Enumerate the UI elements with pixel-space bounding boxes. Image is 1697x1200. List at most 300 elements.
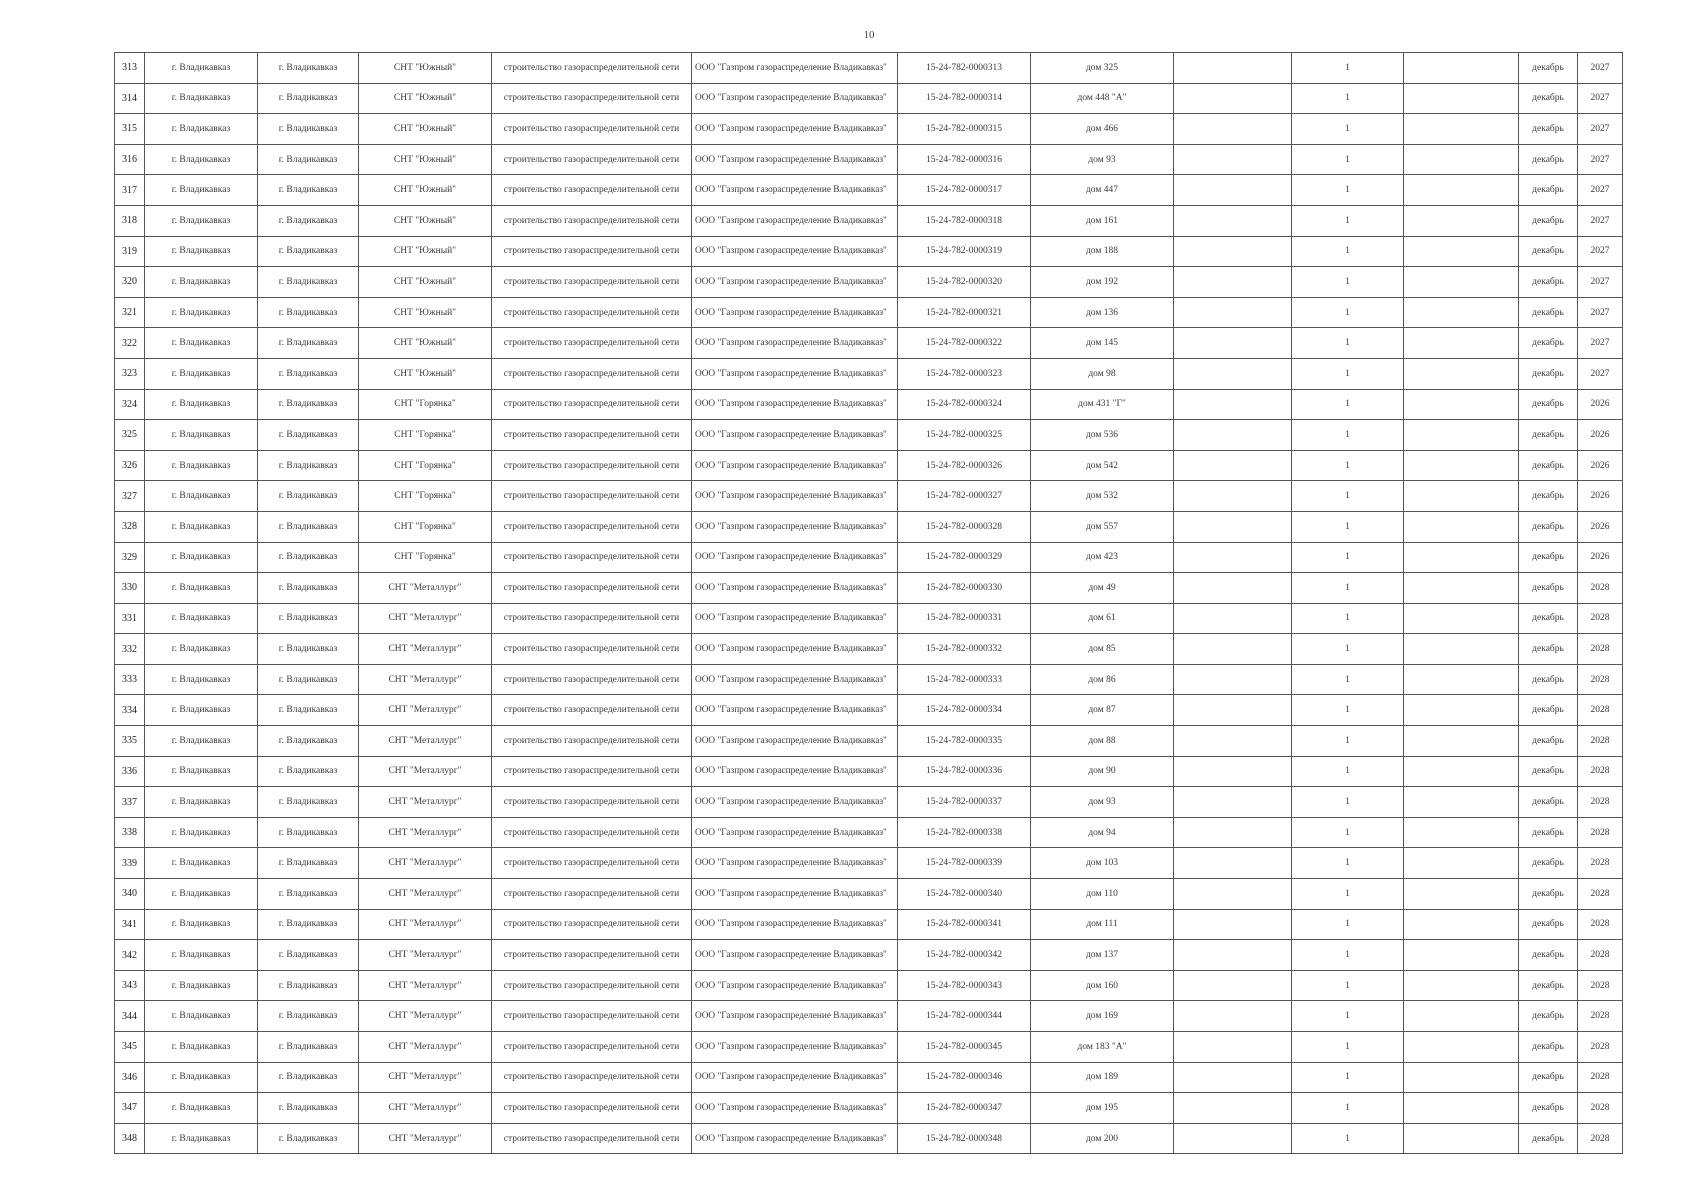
gas-company-cell: ООО "Газпром газораспределение Владикавказ" (692, 450, 898, 481)
table-row (115, 205, 1623, 236)
gas-company-cell: ООО "Газпром газораспределение Владикавказ" (692, 603, 898, 634)
row-number: 340 (115, 879, 145, 910)
row-number: 341 (115, 909, 145, 940)
quantity-cell: 1 (1292, 970, 1404, 1001)
empty-cell (1174, 940, 1292, 971)
work-type-cell: строительство газораспределительной сети (492, 389, 692, 420)
row-number: 324 (115, 389, 145, 420)
gas-company-cell: ООО "Газпром газораспределение Владикавказ" (692, 726, 898, 757)
table-row (115, 879, 1623, 910)
empty-cell (1404, 879, 1519, 910)
year-cell: 2028 (1578, 970, 1623, 1001)
settlement-cell: г. Владикавказ (258, 450, 359, 481)
quantity-cell: 1 (1292, 1123, 1404, 1154)
row-number: 336 (115, 756, 145, 787)
snt-cell: СНТ "Металлург" (359, 634, 492, 665)
gas-company-cell: ООО "Газпром газораспределение Владикавказ" (692, 1093, 898, 1124)
empty-cell (1404, 848, 1519, 879)
quantity-cell: 1 (1292, 909, 1404, 940)
registry-number-cell: 15-24-782-0000315 (898, 114, 1031, 145)
empty-cell (1404, 389, 1519, 420)
month-cell: декабрь (1519, 573, 1578, 604)
settlement-cell: г. Владикавказ (258, 1001, 359, 1032)
quantity-cell: 1 (1292, 664, 1404, 695)
work-type-cell: строительство газораспределительной сети (492, 756, 692, 787)
gas-company-cell: ООО "Газпром газораспределение Владикавказ" (692, 664, 898, 695)
empty-cell (1174, 909, 1292, 940)
empty-cell (1404, 940, 1519, 971)
gas-company-cell: ООО "Газпром газораспределение Владикавказ" (692, 634, 898, 665)
table-row (115, 573, 1623, 604)
house-cell: дом 466 (1031, 114, 1174, 145)
month-cell: декабрь (1519, 695, 1578, 726)
table-row (115, 726, 1623, 757)
month-cell: декабрь (1519, 1093, 1578, 1124)
snt-cell: СНТ "Южный" (359, 236, 492, 267)
house-cell: дом 93 (1031, 144, 1174, 175)
work-type-cell: строительство газораспределительной сети (492, 573, 692, 604)
empty-cell (1174, 664, 1292, 695)
work-type-cell: строительство газораспределительной сети (492, 603, 692, 634)
registry-number-cell: 15-24-782-0000341 (898, 909, 1031, 940)
registry-number-cell: 15-24-782-0000342 (898, 940, 1031, 971)
settlement-cell: г. Владикавказ (258, 114, 359, 145)
table-row (115, 1093, 1623, 1124)
snt-cell: СНТ "Металлург" (359, 1062, 492, 1093)
year-cell: 2028 (1578, 634, 1623, 665)
snt-cell: СНТ "Металлург" (359, 909, 492, 940)
district-cell: г. Владикавказ (145, 726, 258, 757)
district-cell: г. Владикавказ (145, 389, 258, 420)
month-cell: декабрь (1519, 511, 1578, 542)
work-type-cell: строительство газораспределительной сети (492, 726, 692, 757)
quantity-cell: 1 (1292, 83, 1404, 114)
month-cell: декабрь (1519, 1123, 1578, 1154)
house-cell: дом 423 (1031, 542, 1174, 573)
register-table (114, 52, 1623, 1154)
gas-company-cell: ООО "Газпром газораспределение Владикавказ" (692, 389, 898, 420)
district-cell: г. Владикавказ (145, 53, 258, 84)
settlement-cell: г. Владикавказ (258, 603, 359, 634)
quantity-cell: 1 (1292, 1093, 1404, 1124)
district-cell: г. Владикавказ (145, 879, 258, 910)
settlement-cell: г. Владикавказ (258, 817, 359, 848)
district-cell: г. Владикавказ (145, 358, 258, 389)
empty-cell (1404, 970, 1519, 1001)
empty-cell (1174, 1093, 1292, 1124)
year-cell: 2028 (1578, 909, 1623, 940)
empty-cell (1404, 481, 1519, 512)
gas-company-cell: ООО "Газпром газораспределение Владикавказ" (692, 573, 898, 604)
house-cell: дом 86 (1031, 664, 1174, 695)
registry-number-cell: 15-24-782-0000338 (898, 817, 1031, 848)
row-number: 330 (115, 573, 145, 604)
empty-cell (1174, 205, 1292, 236)
table-row (115, 1001, 1623, 1032)
empty-cell (1174, 542, 1292, 573)
house-cell: дом 189 (1031, 1062, 1174, 1093)
table-row (115, 53, 1623, 84)
house-cell: дом 448 "А" (1031, 83, 1174, 114)
year-cell: 2028 (1578, 848, 1623, 879)
district-cell: г. Владикавказ (145, 940, 258, 971)
house-cell: дом 87 (1031, 695, 1174, 726)
month-cell: декабрь (1519, 879, 1578, 910)
registry-number-cell: 15-24-782-0000320 (898, 267, 1031, 298)
empty-cell (1404, 542, 1519, 573)
year-cell: 2026 (1578, 389, 1623, 420)
gas-company-cell: ООО "Газпром газораспределение Владикавказ" (692, 940, 898, 971)
snt-cell: СНТ "Южный" (359, 83, 492, 114)
empty-cell (1174, 848, 1292, 879)
gas-company-cell: ООО "Газпром газораспределение Владикавказ" (692, 695, 898, 726)
quantity-cell: 1 (1292, 848, 1404, 879)
work-type-cell: строительство газораспределительной сети (492, 358, 692, 389)
work-type-cell: строительство газораспределительной сети (492, 1032, 692, 1063)
month-cell: декабрь (1519, 53, 1578, 84)
house-cell: дом 536 (1031, 420, 1174, 451)
work-type-cell: строительство газораспределительной сети (492, 481, 692, 512)
empty-cell (1174, 1001, 1292, 1032)
work-type-cell: строительство газораспределительной сети (492, 909, 692, 940)
registry-number-cell: 15-24-782-0000322 (898, 328, 1031, 359)
registry-number-cell: 15-24-782-0000318 (898, 205, 1031, 236)
empty-cell (1404, 573, 1519, 604)
house-cell: дом 195 (1031, 1093, 1174, 1124)
district-cell: г. Владикавказ (145, 695, 258, 726)
work-type-cell: строительство газораспределительной сети (492, 1062, 692, 1093)
empty-cell (1404, 236, 1519, 267)
settlement-cell: г. Владикавказ (258, 848, 359, 879)
empty-cell (1404, 1093, 1519, 1124)
settlement-cell: г. Владикавказ (258, 634, 359, 665)
empty-cell (1404, 603, 1519, 634)
empty-cell (1174, 328, 1292, 359)
registry-number-cell: 15-24-782-0000313 (898, 53, 1031, 84)
year-cell: 2028 (1578, 787, 1623, 818)
snt-cell: СНТ "Металлург" (359, 787, 492, 818)
row-number: 326 (115, 450, 145, 481)
table-row (115, 481, 1623, 512)
row-number: 328 (115, 511, 145, 542)
district-cell: г. Владикавказ (145, 542, 258, 573)
settlement-cell: г. Владикавказ (258, 358, 359, 389)
house-cell: дом 169 (1031, 1001, 1174, 1032)
month-cell: декабрь (1519, 144, 1578, 175)
month-cell: декабрь (1519, 756, 1578, 787)
snt-cell: СНТ "Металлург" (359, 603, 492, 634)
registry-number-cell: 15-24-782-0000334 (898, 695, 1031, 726)
gas-company-cell: ООО "Газпром газораспределение Владикавказ" (692, 970, 898, 1001)
empty-cell (1174, 1032, 1292, 1063)
table-row (115, 603, 1623, 634)
gas-company-cell: ООО "Газпром газораспределение Владикавказ" (692, 848, 898, 879)
empty-cell (1174, 634, 1292, 665)
work-type-cell: строительство газораспределительной сети (492, 236, 692, 267)
month-cell: декабрь (1519, 175, 1578, 206)
district-cell: г. Владикавказ (145, 664, 258, 695)
month-cell: декабрь (1519, 114, 1578, 145)
snt-cell: СНТ "Металлург" (359, 940, 492, 971)
row-number: 327 (115, 481, 145, 512)
snt-cell: СНТ "Металлург" (359, 726, 492, 757)
quantity-cell: 1 (1292, 205, 1404, 236)
gas-company-cell: ООО "Газпром газораспределение Владикавказ" (692, 328, 898, 359)
month-cell: декабрь (1519, 940, 1578, 971)
empty-cell (1174, 358, 1292, 389)
snt-cell: СНТ "Горянка" (359, 481, 492, 512)
empty-cell (1404, 83, 1519, 114)
district-cell: г. Владикавказ (145, 970, 258, 1001)
row-number: 331 (115, 603, 145, 634)
registry-number-cell: 15-24-782-0000345 (898, 1032, 1031, 1063)
empty-cell (1404, 267, 1519, 298)
house-cell: дом 85 (1031, 634, 1174, 665)
empty-cell (1404, 297, 1519, 328)
registry-number-cell: 15-24-782-0000347 (898, 1093, 1031, 1124)
empty-cell (1174, 144, 1292, 175)
year-cell: 2026 (1578, 511, 1623, 542)
quantity-cell: 1 (1292, 267, 1404, 298)
quantity-cell: 1 (1292, 53, 1404, 84)
registry-number-cell: 15-24-782-0000314 (898, 83, 1031, 114)
registry-number-cell: 15-24-782-0000336 (898, 756, 1031, 787)
house-cell: дом 111 (1031, 909, 1174, 940)
district-cell: г. Владикавказ (145, 114, 258, 145)
quantity-cell: 1 (1292, 450, 1404, 481)
row-number: 346 (115, 1062, 145, 1093)
work-type-cell: строительство газораспределительной сети (492, 267, 692, 298)
month-cell: декабрь (1519, 1001, 1578, 1032)
year-cell: 2028 (1578, 940, 1623, 971)
empty-cell (1174, 297, 1292, 328)
district-cell: г. Владикавказ (145, 297, 258, 328)
work-type-cell: строительство газораспределительной сети (492, 205, 692, 236)
house-cell: дом 145 (1031, 328, 1174, 359)
work-type-cell: строительство газораспределительной сети (492, 879, 692, 910)
settlement-cell: г. Владикавказ (258, 1123, 359, 1154)
month-cell: декабрь (1519, 236, 1578, 267)
row-number: 344 (115, 1001, 145, 1032)
empty-cell (1174, 114, 1292, 145)
table-row (115, 450, 1623, 481)
snt-cell: СНТ "Южный" (359, 114, 492, 145)
table-row (115, 940, 1623, 971)
gas-company-cell: ООО "Газпром газораспределение Владикавказ" (692, 1001, 898, 1032)
empty-cell (1404, 205, 1519, 236)
month-cell: декабрь (1519, 634, 1578, 665)
row-number: 323 (115, 358, 145, 389)
registry-number-cell: 15-24-782-0000317 (898, 175, 1031, 206)
gas-company-cell: ООО "Газпром газораспределение Владикавказ" (692, 511, 898, 542)
quantity-cell: 1 (1292, 175, 1404, 206)
empty-cell (1174, 879, 1292, 910)
registry-number-cell: 15-24-782-0000340 (898, 879, 1031, 910)
snt-cell: СНТ "Металлург" (359, 1123, 492, 1154)
work-type-cell: строительство газораспределительной сети (492, 420, 692, 451)
table-row (115, 236, 1623, 267)
quantity-cell: 1 (1292, 817, 1404, 848)
district-cell: г. Владикавказ (145, 1062, 258, 1093)
snt-cell: СНТ "Металлург" (359, 756, 492, 787)
month-cell: декабрь (1519, 787, 1578, 818)
registry-number-cell: 15-24-782-0000343 (898, 970, 1031, 1001)
snt-cell: СНТ "Южный" (359, 297, 492, 328)
work-type-cell: строительство газораспределительной сети (492, 297, 692, 328)
district-cell: г. Владикавказ (145, 634, 258, 665)
empty-cell (1404, 114, 1519, 145)
settlement-cell: г. Владикавказ (258, 83, 359, 114)
gas-company-cell: ООО "Газпром газораспределение Владикавказ" (692, 542, 898, 573)
table-row (115, 358, 1623, 389)
empty-cell (1404, 53, 1519, 84)
quantity-cell: 1 (1292, 573, 1404, 604)
empty-cell (1174, 756, 1292, 787)
register-body (115, 53, 1623, 1154)
settlement-cell: г. Владикавказ (258, 205, 359, 236)
house-cell: дом 93 (1031, 787, 1174, 818)
snt-cell: СНТ "Металлург" (359, 1093, 492, 1124)
row-number: 322 (115, 328, 145, 359)
table-row (115, 756, 1623, 787)
row-number: 320 (115, 267, 145, 298)
work-type-cell: строительство газораспределительной сети (492, 328, 692, 359)
district-cell: г. Владикавказ (145, 420, 258, 451)
snt-cell: СНТ "Южный" (359, 175, 492, 206)
row-number: 316 (115, 144, 145, 175)
year-cell: 2027 (1578, 236, 1623, 267)
table-row (115, 909, 1623, 940)
row-number: 315 (115, 114, 145, 145)
gas-company-cell: ООО "Газпром газораспределение Владикавказ" (692, 756, 898, 787)
registry-number-cell: 15-24-782-0000333 (898, 664, 1031, 695)
snt-cell: СНТ "Горянка" (359, 420, 492, 451)
district-cell: г. Владикавказ (145, 267, 258, 298)
district-cell: г. Владикавказ (145, 236, 258, 267)
house-cell: дом 88 (1031, 726, 1174, 757)
empty-cell (1404, 328, 1519, 359)
snt-cell: СНТ "Металлург" (359, 695, 492, 726)
empty-cell (1404, 420, 1519, 451)
year-cell: 2027 (1578, 114, 1623, 145)
house-cell: дом 447 (1031, 175, 1174, 206)
empty-cell (1174, 817, 1292, 848)
row-number: 329 (115, 542, 145, 573)
month-cell: декабрь (1519, 205, 1578, 236)
quantity-cell: 1 (1292, 940, 1404, 971)
quantity-cell: 1 (1292, 787, 1404, 818)
house-cell: дом 103 (1031, 848, 1174, 879)
empty-cell (1404, 634, 1519, 665)
house-cell: дом 183 "А" (1031, 1032, 1174, 1063)
work-type-cell: строительство газораспределительной сети (492, 695, 692, 726)
district-cell: г. Владикавказ (145, 909, 258, 940)
table-row (115, 511, 1623, 542)
settlement-cell: г. Владикавказ (258, 1062, 359, 1093)
work-type-cell: строительство газораспределительной сети (492, 511, 692, 542)
empty-cell (1404, 1123, 1519, 1154)
registry-number-cell: 15-24-782-0000324 (898, 389, 1031, 420)
row-number: 332 (115, 634, 145, 665)
work-type-cell: строительство газораспределительной сети (492, 1093, 692, 1124)
snt-cell: СНТ "Металлург" (359, 1001, 492, 1032)
table-row (115, 389, 1623, 420)
row-number: 345 (115, 1032, 145, 1063)
work-type-cell: строительство газораспределительной сети (492, 83, 692, 114)
row-number: 314 (115, 83, 145, 114)
settlement-cell: г. Владикавказ (258, 695, 359, 726)
snt-cell: СНТ "Южный" (359, 267, 492, 298)
registry-number-cell: 15-24-782-0000344 (898, 1001, 1031, 1032)
gas-company-cell: ООО "Газпром газораспределение Владикавказ" (692, 1123, 898, 1154)
snt-cell: СНТ "Металлург" (359, 1032, 492, 1063)
gas-company-cell: ООО "Газпром газораспределение Владикавказ" (692, 267, 898, 298)
quantity-cell: 1 (1292, 634, 1404, 665)
month-cell: декабрь (1519, 664, 1578, 695)
registry-number-cell: 15-24-782-0000316 (898, 144, 1031, 175)
empty-cell (1404, 358, 1519, 389)
year-cell: 2028 (1578, 879, 1623, 910)
house-cell: дом 557 (1031, 511, 1174, 542)
district-cell: г. Владикавказ (145, 481, 258, 512)
gas-company-cell: ООО "Газпром газораспределение Владикавказ" (692, 879, 898, 910)
month-cell: декабрь (1519, 542, 1578, 573)
settlement-cell: г. Владикавказ (258, 940, 359, 971)
snt-cell: СНТ "Металлург" (359, 970, 492, 1001)
empty-cell (1174, 603, 1292, 634)
district-cell: г. Владикавказ (145, 328, 258, 359)
registry-number-cell: 15-24-782-0000332 (898, 634, 1031, 665)
year-cell: 2028 (1578, 603, 1623, 634)
gas-company-cell: ООО "Газпром газораспределение Владикавказ" (692, 236, 898, 267)
page-number: 10 (863, 29, 875, 41)
district-cell: г. Владикавказ (145, 573, 258, 604)
settlement-cell: г. Владикавказ (258, 297, 359, 328)
registry-number-cell: 15-24-782-0000325 (898, 420, 1031, 451)
gas-company-cell: ООО "Газпром газораспределение Владикавказ" (692, 83, 898, 114)
house-cell: дом 98 (1031, 358, 1174, 389)
work-type-cell: строительство газораспределительной сети (492, 542, 692, 573)
snt-cell: СНТ "Горянка" (359, 389, 492, 420)
settlement-cell: г. Владикавказ (258, 726, 359, 757)
house-cell: дом 110 (1031, 879, 1174, 910)
empty-cell (1174, 83, 1292, 114)
house-cell: дом 49 (1031, 573, 1174, 604)
quantity-cell: 1 (1292, 1062, 1404, 1093)
quantity-cell: 1 (1292, 389, 1404, 420)
quantity-cell: 1 (1292, 297, 1404, 328)
table-row (115, 542, 1623, 573)
gas-company-cell: ООО "Газпром газораспределение Владикавказ" (692, 787, 898, 818)
work-type-cell: строительство газораспределительной сети (492, 940, 692, 971)
year-cell: 2028 (1578, 1123, 1623, 1154)
quantity-cell: 1 (1292, 511, 1404, 542)
snt-cell: СНТ "Южный" (359, 358, 492, 389)
quantity-cell: 1 (1292, 420, 1404, 451)
quantity-cell: 1 (1292, 144, 1404, 175)
gas-company-cell: ООО "Газпром газораспределение Владикавказ" (692, 909, 898, 940)
work-type-cell: строительство газораспределительной сети (492, 817, 692, 848)
empty-cell (1404, 726, 1519, 757)
quantity-cell: 1 (1292, 328, 1404, 359)
house-cell: дом 61 (1031, 603, 1174, 634)
work-type-cell: строительство газораспределительной сети (492, 634, 692, 665)
quantity-cell: 1 (1292, 756, 1404, 787)
year-cell: 2027 (1578, 297, 1623, 328)
settlement-cell: г. Владикавказ (258, 879, 359, 910)
snt-cell: СНТ "Южный" (359, 328, 492, 359)
table-row (115, 297, 1623, 328)
